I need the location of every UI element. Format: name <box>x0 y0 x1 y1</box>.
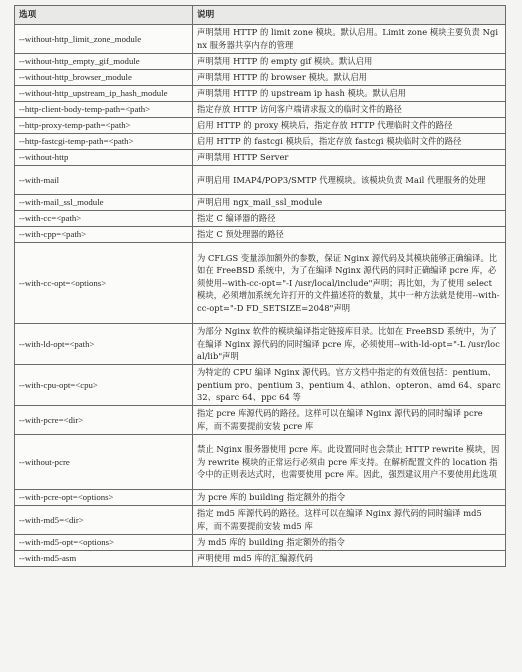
option-cell: --http-proxy-temp-path=<path> <box>15 118 193 134</box>
option-cell: --with-cc-opt=<options> <box>15 243 193 324</box>
table-row <box>15 70 506 86</box>
table-row <box>15 243 506 324</box>
description-cell: 禁止 Nginx 服务器使用 pcre 库。此设置同时也会禁止 HTTP rewrite 模块，因为 rewrite 模块的正常运行必须由 pcre 库支持。在解析配置文件的 location 指令中的正则表达式时，也需要使用 pcre 库。因此，强烈建议用户不要使用此选项 <box>193 435 506 490</box>
table-row <box>15 134 506 150</box>
table-row <box>15 227 506 243</box>
description-cell: 启用 HTTP 的 fastcgi 模块后，指定存放 fastcgi 模块临时文件的路径 <box>193 134 506 150</box>
table-row <box>15 324 506 365</box>
table-row <box>15 25 506 54</box>
description-cell: 声明禁用 HTTP 的 upstream ip hash 模块。默认启用 <box>193 86 506 102</box>
table-row <box>15 490 506 506</box>
table-row <box>15 118 506 134</box>
description-cell: 声明启用 ngx_mail_ssl_module <box>193 195 506 211</box>
table-row <box>15 406 506 435</box>
option-cell: --without-pcre <box>15 435 193 490</box>
table-row <box>15 54 506 70</box>
description-cell: 声明禁用 HTTP 的 browser 模块。默认启用 <box>193 70 506 86</box>
description-cell: 为部分 Nginx 软件的模块编译指定链接库目录。比如在 FreeBSD 系统中，为了在编译 Nginx 源代码的同时编译 pcre 库，必须使用--with-ld-opt="-L /usr/local/lib"声明 <box>193 324 506 365</box>
header-option: 选项 <box>15 6 193 25</box>
table-header-row <box>15 6 506 25</box>
option-cell: --with-mail <box>15 166 193 195</box>
description-cell: 声明禁用 HTTP Server <box>193 150 506 166</box>
options-table <box>14 5 506 567</box>
option-cell: --without-http_limit_zone_module <box>15 25 193 54</box>
description-cell: 为特定的 CPU 编译 Nginx 源代码。官方文档中指定的有效值包括：pentium、pentium pro、pentium 3、pentium 4、athlon、opteron、amd 64、sparc 32、sparc 64、ppc 64 等 <box>193 365 506 406</box>
option-cell: --without-http_upstream_ip_hash_module <box>15 86 193 102</box>
option-cell: --without-http_browser_module <box>15 70 193 86</box>
table-row <box>15 506 506 535</box>
description-cell: 为 CFLGS 变量添加额外的参数，保证 Nginx 源代码及其模块能够正确编译。比如在 FreeBSD 系统中，为了在编译 Nginx 源代码的同时正确编译 pcre 库，必须使用--with-cc-opt="-I /usr/local/include"声明；再比如，为了使用 select 模块，必须增加系统允许打开的文件描述符的数量，其中一种方法就是使用--with-cc-opt="-D FD_SETSIZE=2048"声明 <box>193 243 506 324</box>
description-cell: 声明启用 IMAP4/POP3/SMTP 代理模块。该模块负责 Mail 代理服务的处理 <box>193 166 506 195</box>
option-cell: --with-ld-opt=<path> <box>15 324 193 365</box>
option-cell: --with-pcre=<dir> <box>15 406 193 435</box>
table-row <box>15 150 506 166</box>
option-cell: --with-md5=<dir> <box>15 506 193 535</box>
option-cell: --with-pcre-opt=<options> <box>15 490 193 506</box>
header-description: 说明 <box>193 6 506 25</box>
option-cell: --with-cpp=<path> <box>15 227 193 243</box>
table-row <box>15 365 506 406</box>
table-row <box>15 211 506 227</box>
option-cell: --without-http_empty_gif_module <box>15 54 193 70</box>
option-cell: --with-cc=<path> <box>15 211 193 227</box>
description-cell: 声明禁用 HTTP 的 limit zone 模块。默认启用。Limit zone 模块主要负责 Nginx 服务器共享内存的管理 <box>193 25 506 54</box>
table-row <box>15 102 506 118</box>
table-row <box>15 535 506 551</box>
description-cell: 为 md5 库的 building 指定额外的指令 <box>193 535 506 551</box>
table-row <box>15 86 506 102</box>
description-cell: 声明使用 md5 库的汇编源代码 <box>193 551 506 567</box>
description-cell: 指定 C 预处理器的路径 <box>193 227 506 243</box>
description-cell: 指定 md5 库源代码的路径。这样可以在编译 Nginx 源代码的同时编译 md5 库，而不需要提前安装 md5 库 <box>193 506 506 535</box>
option-cell: --http-client-body-temp-path=<path> <box>15 102 193 118</box>
option-cell: --with-cpu-opt=<cpu> <box>15 365 193 406</box>
description-cell: 指定 pcre 库源代码的路径。这样可以在编译 Nginx 源代码的同时编译 pcre 库，而不需要提前安装 pcre 库 <box>193 406 506 435</box>
description-cell: 指定存放 HTTP 访问客户端请求报文的临时文件的路径 <box>193 102 506 118</box>
description-cell: 为 pcre 库的 building 指定额外的指令 <box>193 490 506 506</box>
option-cell: --with-md5-opt=<options> <box>15 535 193 551</box>
description-cell: 指定 C 编译器的路径 <box>193 211 506 227</box>
option-cell: --without-http <box>15 150 193 166</box>
table-row <box>15 166 506 195</box>
option-cell: --http-fastcgi-temp-path=<path> <box>15 134 193 150</box>
description-cell: 启用 HTTP 的 proxy 模块后，指定存放 HTTP 代理临时文件的路径 <box>193 118 506 134</box>
option-cell: --with-md5-asm <box>15 551 193 567</box>
table-row <box>15 551 506 567</box>
table-row <box>15 195 506 211</box>
table-row <box>15 435 506 490</box>
description-cell: 声明禁用 HTTP 的 empty gif 模块。默认启用 <box>193 54 506 70</box>
option-cell: --with-mail_ssl_module <box>15 195 193 211</box>
